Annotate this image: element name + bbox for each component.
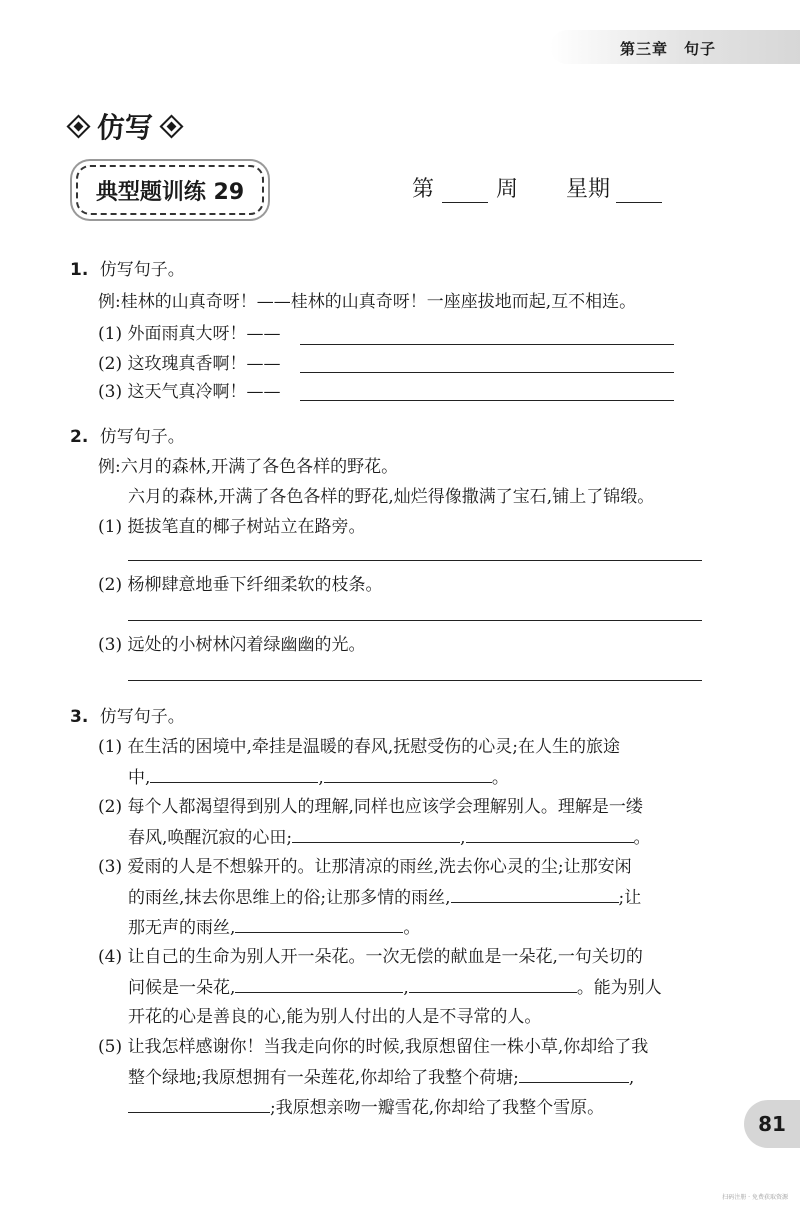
question-1-header (70, 255, 185, 285)
q2-answer-line-3[interactable] (128, 680, 702, 681)
q3-item-3-line-1: (3) 爱雨的人是不想躲开的。让那清凉的雨丝,洗去你心灵的尘;让那安闲 (98, 857, 632, 877)
text-segment: ;让 (618, 888, 642, 908)
answer-blank[interactable] (466, 822, 634, 843)
q3-item-4-line-2 (128, 972, 662, 1003)
chapter-header: 第三章 句子 (620, 40, 717, 58)
question-prompt: 仿写句子。 (99, 707, 185, 727)
watermark: 扫码注册 · 免费获取资源 (722, 1194, 788, 1201)
page-number: 81 (744, 1100, 800, 1148)
q3-item-4-line-1: (4) 让自己的生命为别人开一朵花。一次无偿的献血是一朵花,一句关切的 (98, 947, 643, 967)
answer-blank[interactable] (519, 1062, 629, 1083)
text-segment: 问候是一朵花, (128, 978, 236, 998)
text-segment: , (628, 1068, 635, 1088)
text-segment: 整个绿地;我原想拥有一朵莲花,你却给了我整个荷塘; (128, 1068, 519, 1088)
q2-item-2: (2) 杨柳肆意地垂下纤细柔软的枝条。 (98, 575, 383, 595)
text-segment: 那无声的雨丝, (128, 918, 236, 938)
answer-blank[interactable] (150, 762, 318, 783)
text-segment: 。 (403, 918, 421, 938)
question-number: 1. (70, 260, 89, 280)
answer-blank[interactable] (128, 1092, 270, 1113)
question-number: 2. (70, 427, 89, 447)
text-segment: 的雨丝,抹去你思维上的俗;让那多情的雨丝, (128, 888, 451, 908)
q2-example-line-2: 六月的森林,开满了各色各样的野花,灿烂得像撒满了宝石,铺上了锦缎。 (128, 487, 655, 507)
text-segment: , (460, 828, 466, 848)
text-segment: , (318, 768, 324, 788)
answer-blank[interactable] (451, 882, 619, 903)
q1-item-2: (2) 这玫瑰真香啊！—— (98, 354, 281, 374)
week-label: 周 (496, 177, 519, 202)
text-segment: 春风,唤醒沉寂的心田; (128, 828, 293, 848)
text-segment: ;我原想亲吻一瓣雪花,你却给了我整个雪原。 (270, 1098, 605, 1118)
q1-example: 例:桂林的山真奇呀！——桂林的山真奇呀！一座座拔地而起,互不相连。 (98, 292, 637, 312)
q2-item-1: (1) 挺拔笔直的椰子树站立在路旁。 (98, 517, 366, 537)
week-prefix: 第 (412, 177, 435, 202)
answer-blank[interactable] (324, 762, 492, 783)
answer-blank[interactable] (292, 822, 460, 843)
q3-item-2-line-1: (2) 每个人都渴望得到别人的理解,同样也应该学会理解别人。理解是一缕 (98, 797, 643, 817)
q3-item-5-line-2 (128, 1062, 634, 1093)
text-segment: 。 (633, 828, 651, 848)
exercise-badge: 典型题训练 29 (76, 165, 264, 215)
text-segment: , (403, 978, 409, 998)
q3-item-5-line-3 (128, 1092, 604, 1123)
q2-item-3: (3) 远处的小树林闪着绿幽幽的光。 (98, 635, 366, 655)
q3-item-3-line-2 (128, 882, 641, 913)
text-segment: 。 (491, 768, 509, 788)
q1-answer-line-1[interactable] (300, 344, 674, 345)
q1-answer-line-2[interactable] (300, 372, 674, 373)
q3-item-1-line-1: (1) 在生活的困境中,牵挂是温暖的春风,抚慰受伤的心灵;在人生的旅途 (98, 737, 621, 757)
q2-example-line-1: 例:六月的森林,开满了各色各样的野花。 (98, 457, 399, 477)
q2-answer-line-1[interactable] (128, 560, 702, 561)
answer-blank[interactable] (235, 912, 403, 933)
question-number: 3. (70, 707, 89, 727)
q2-answer-line-2[interactable] (128, 620, 702, 621)
q1-answer-line-3[interactable] (300, 400, 674, 401)
question-prompt: 仿写句子。 (99, 260, 185, 280)
question-3-header (70, 702, 185, 732)
answer-blank[interactable] (409, 972, 577, 993)
question-prompt: 仿写句子。 (99, 427, 185, 447)
q3-item-3-line-3 (128, 912, 420, 943)
q1-item-3: (3) 这天气真冷啊！—— (98, 382, 281, 402)
q3-item-5-line-1: (5) 让我怎样感谢你！当我走向你的时候,我原想留住一株小草,你却给了我 (98, 1037, 649, 1057)
question-2-header (70, 422, 185, 452)
text-segment: 。能为别人 (576, 978, 662, 998)
q3-item-2-line-2 (128, 822, 651, 853)
weekday-label: 星期 (566, 177, 611, 202)
answer-blank[interactable] (235, 972, 403, 993)
q3-item-1-line-2 (128, 762, 509, 793)
text-segment: 中, (128, 768, 151, 788)
section-title-text: 仿写 (97, 111, 154, 144)
q3-item-4-line-3: 开花的心是善良的心,能为别人付出的人是不寻常的人。 (128, 1007, 542, 1027)
q1-item-1: (1) 外面雨真大呀！—— (98, 324, 281, 344)
